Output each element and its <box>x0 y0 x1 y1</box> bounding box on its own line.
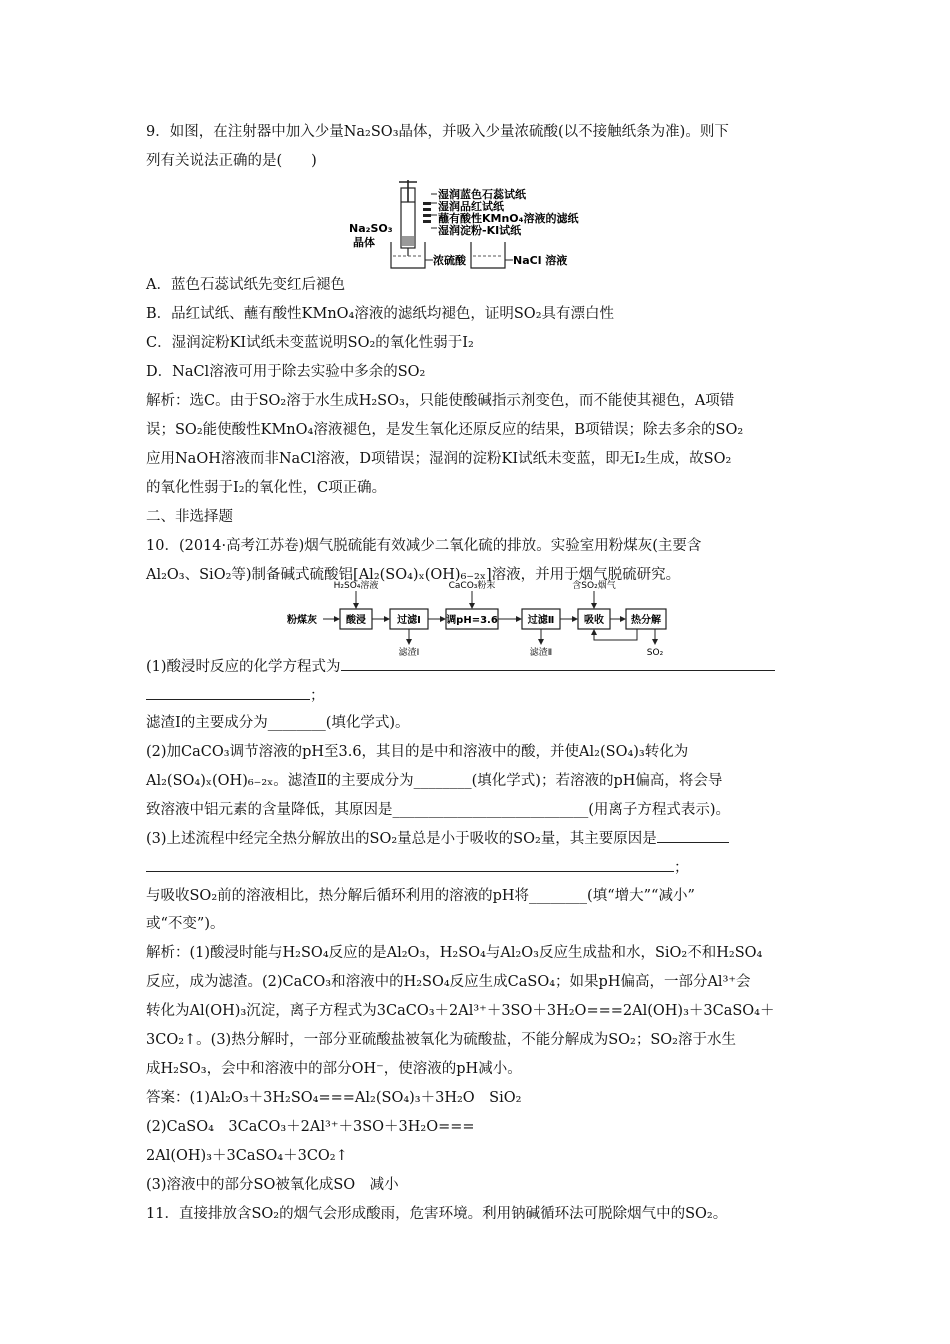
q10-part3-line-2 <box>146 857 689 878</box>
q9-stem-line-1: 9．如图，在注射器中加入少量Na₂SO₃晶体，并吸入少量浓硫酸(以不接触纸条为准)。则下 <box>146 124 729 140</box>
sodium-sulfite-crystal <box>402 236 414 246</box>
q9-option-c: C．湿润淀粉KI试纸未变蓝说明SO₂的氧化性弱于I₂ <box>146 335 474 351</box>
q10-part2-line-3: 致溶液中铝元素的含量降低，其原因是___________________________(用离子方程式表示)。 <box>146 802 731 818</box>
q10-part3-prompt: (3)上述流程中经完全热分解放出的SO₂量总是小于吸收的SO₂量，其主要原因是 <box>146 831 657 847</box>
q10-part2-line-2: Al₂(SO₄)ₓ(OH)₆₋₂ₓ。滤渣Ⅱ的主要成分为________(填化学式)；若溶液的pH偏高，将会导 <box>146 773 723 789</box>
q10-analysis-line-4: 3CO₂↑。(3)热分解时，一部分亚硫酸盐被氧化为硫酸盐，不能分解成为SO₂；SO₂溶于水生 <box>146 1032 736 1048</box>
q9-option-b: B．品红试纸、蘸有酸性KMnO₄溶液的滤纸均褪色，证明SO₂具有漂白性 <box>146 306 615 322</box>
q10-analysis-line-2: 反应，成为滤渣。(2)CaCO₃和溶液中的H₂SO₄反应生成CaSO₄；如果pH偏高，一部分Al³⁺会 <box>146 974 751 990</box>
q10-process-flowchart <box>285 580 675 658</box>
q10-part3-blank-b <box>146 857 674 872</box>
q10-answer-line-1: 答案：(1)Al₂O₃＋3H₂SO₄===Al₂(SO₄)₃＋3H₂O SiO₂ <box>146 1090 522 1106</box>
label-fuchsine: 湿润品红试纸 <box>438 200 504 213</box>
q10-analysis-line-3: 转化为Al(OH)₃沉淀，离子方程式为3CaCO₃＋2Al³⁺＋3SO＋3H₂O===2Al(OH)₃＋3CaSO₄＋ <box>146 1003 775 1019</box>
q10-part3-line-3: 与吸收SO₂前的溶液相比，热分解后循环利用的溶液的pH将________(填“增大”“减小” <box>146 888 695 904</box>
label-kmno4: 蘸有酸性KMnO₄溶液的滤纸 <box>438 212 579 225</box>
beaker-2 <box>471 242 505 268</box>
q10-part1-blank-a <box>341 656 775 671</box>
flow-input-caco3: CaCO₃粉末 <box>448 581 496 591</box>
flow-box-absorb-label: 吸收 <box>584 615 604 626</box>
q9-analysis-line-3: 应用NaOH溶液而非NaCl溶液，D项错误；湿润的淀粉KI试纸未变蓝，即无I₂生成，故SO₂ <box>146 451 732 467</box>
flow-output-so2: SO₂ <box>646 648 664 658</box>
flow-recycle-loop <box>594 629 637 640</box>
q10-part3-line-4: 或“不变”)。 <box>146 916 225 932</box>
q10-part3-blank-a <box>657 828 729 843</box>
flow-output-residue-2: 滤渣Ⅱ <box>529 648 553 658</box>
q10-answer-line-2: (2)CaSO₄ 3CaCO₃＋2Al³⁺＋3SO＋3H₂O=== <box>146 1119 475 1135</box>
flow-box-acid-leach-label: 酸浸 <box>346 615 366 626</box>
q9-analysis-line-1: 解析：选C。由于SO₂溶于水生成H₂SO₃，只能使酸碱指示剂变色，而不能使其褪色，A项错 <box>146 393 735 409</box>
q9-stem-line-2: 列有关说法正确的是( ) <box>146 153 317 169</box>
q10-analysis-line-1: 解析：(1)酸浸时能与H₂SO₄反应的是Al₂O₃，H₂SO₄与Al₂O₃反应生成盐和水，SiO₂不和H₂SO₄ <box>146 945 763 961</box>
flow-box-filter-1-label: 过滤Ⅰ <box>397 615 421 626</box>
label-na2so3: Na₂SO₃ <box>349 222 393 235</box>
flow-start-label: 粉煤灰 <box>287 615 317 626</box>
label-starch-ki: 湿润淀粉-KI试纸 <box>438 224 522 237</box>
q9-option-a: A．蓝色石蕊试纸先变红后褪色 <box>146 277 345 293</box>
q9-option-d: D．NaCl溶液可用于除去实验中多余的SO₂ <box>146 364 426 380</box>
flow-box-filter-2-label: 过滤Ⅱ <box>527 615 555 626</box>
q9-analysis-line-2: 误；SO₂能使酸性KMnO₄溶液褪色，是发生氧化还原反应的结果，B项错误；除去多余的SO₂ <box>146 422 744 438</box>
q10-part1-blank-b <box>146 685 310 700</box>
q10-part1-prompt: (1)酸浸时反应的化学方程式为 <box>146 659 341 675</box>
q10-part1-line-1 <box>146 656 775 677</box>
q10-part2-line-1: (2)加CaCO₃调节溶液的pH至3.6，其目的是中和溶液中的酸，并使Al₂(SO₄)₃转化为 <box>146 744 689 760</box>
label-conc-acid: 浓硫酸 <box>433 254 466 267</box>
q10-part1-end: ； <box>310 688 325 704</box>
flow-input-h2so4: H₂SO₄溶液 <box>333 581 379 591</box>
label-nacl-solution: NaCl 溶液 <box>513 254 568 267</box>
q10-part3-end: ； <box>674 860 689 876</box>
q11-stem-line-1: 11．直接排放含SO₂的烟气会形成酸雨，危害环境。利用钠碱循环法可脱除烟气中的SO₂。 <box>146 1206 728 1222</box>
section-heading: 二、非选择题 <box>146 509 233 525</box>
q10-analysis-line-5: 成H₂SO₃，会中和溶液中的部分OH⁻，使溶液的pH减小。 <box>146 1061 522 1077</box>
q10-part1-line-2 <box>146 685 325 706</box>
flow-box-thermal-decomp-label: 热分解 <box>631 615 661 626</box>
label-crystal: 晶体 <box>353 236 375 249</box>
q10-part3-line-1 <box>146 828 729 849</box>
q10-answer-line-3: 2Al(OH)₃＋3CaSO₄＋3CO₂↑ <box>146 1148 348 1164</box>
q9-analysis-line-4: 的氧化性弱于I₂的氧化性，C项正确。 <box>146 480 387 496</box>
label-blue-litmus: 湿润蓝色石蕊试纸 <box>438 188 526 201</box>
q9-apparatus-figure <box>345 180 585 272</box>
flow-box-adjust-ph-label: 调pH=3.6 <box>446 615 498 626</box>
q10-stem-line-1: 10．(2014·高考江苏卷)烟气脱硫能有效减少二氧化硫的排放。实验室用粉煤灰(主要含 <box>146 538 702 554</box>
q10-stem-line-2: Al₂O₃、SiO₂等)制备碱式硫酸铝[Al₂(SO₄)ₓ(OH)₆₋₂ₓ]溶液，并用于烟气脱硫研究。 <box>146 567 681 583</box>
flow-output-residue-1: 滤渣Ⅰ <box>398 648 420 658</box>
q10-part1-line-3: 滤渣Ⅰ的主要成分为________(填化学式)。 <box>146 715 410 731</box>
flow-input-flue-gas: 含SO₂烟气 <box>572 581 616 591</box>
q10-answer-line-4: (3)溶液中的部分SO被氧化成SO 减小 <box>146 1177 399 1193</box>
